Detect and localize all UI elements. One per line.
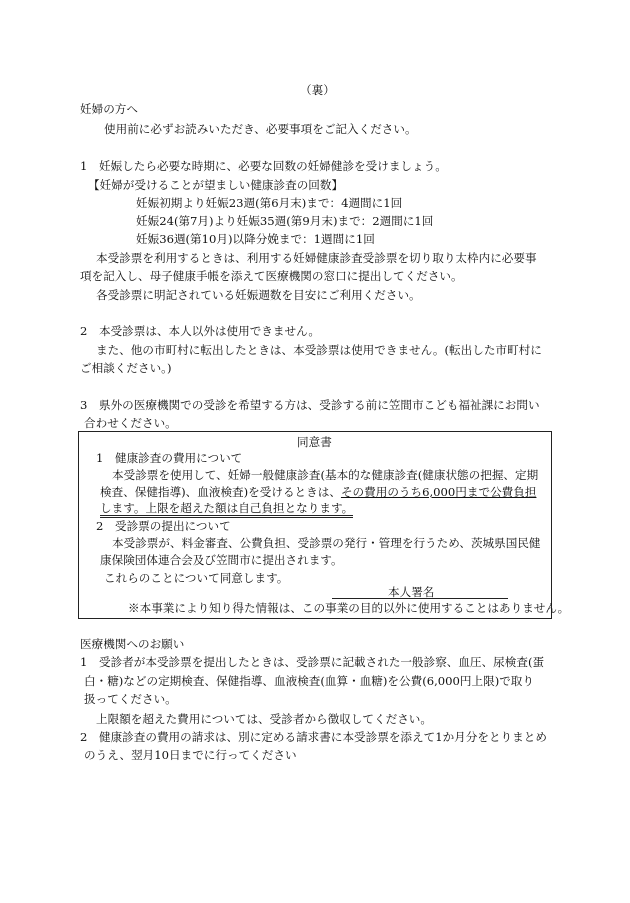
consent-item1-text-plain: 検査、保健指導)、血液検査)を受けるときは、: [100, 485, 341, 499]
medical-item2: 2 健康診査の費用の請求は、別に定める請求書に本受診票を添えて1か月分をとりまとめ: [80, 730, 547, 744]
consent-item1-emphasis: その費用のうち6,000円まで公費負担: [340, 485, 537, 499]
medical-item1: 白・糖)などの定期検査、保健指導、血液検査(血算・血糖)を公費(6,000円上限)で取り: [84, 674, 534, 688]
section1-box-title: 【妊婦が受けることが望ましい健康診査の回数】: [88, 178, 344, 192]
consent-agree: これらのことについて同意します。: [104, 571, 289, 585]
intro-note: 使用前に必ずお読みいただき、必要事項をご記入ください。: [104, 122, 417, 136]
consent-item1-heading: 1 健康診査の費用について: [96, 451, 243, 465]
consent-item1-text: 本受診票を使用して、妊婦一般健康診査(基本的な健康診査(健康状態の把握、定期: [112, 468, 539, 482]
greeting: 妊婦の方へ: [80, 102, 138, 116]
schedule-item: 妊娠24(第7月)より妊娠35週(第9月末)まで：2週間に1回: [136, 214, 434, 228]
signature-label: 本人署名: [388, 585, 435, 599]
medical-item1: 扱ってください。: [84, 692, 177, 706]
schedule-item: 妊娠初期より妊娠23週(第6月末)まで：4週間に1回: [136, 196, 403, 210]
section3-paragraph: 合わせください。: [84, 416, 177, 430]
medical-item1: 1 受診者が本受診票を提出したときは、受診票に記載された一般診察、血圧、尿検査(蛋: [80, 655, 545, 669]
consent-item2-text: 康保険団体連合会及び笠間市に提出されます。: [100, 553, 343, 567]
consent-item1-text: [100, 484, 536, 500]
section1-heading: 1 妊娠したら必要な時期に、必要な回数の妊婦健診を受けましょう。: [80, 159, 447, 173]
medical-item1: 上限額を超えた費用については、受診者から徴収してください。: [96, 712, 432, 726]
section2-paragraph: ご相談ください。): [80, 361, 172, 375]
section1-paragraph: 本受診票を利用するときは、利用する妊婦健康診査受診票を切り取り太枠内に必要事: [96, 251, 537, 265]
signature-line: [332, 598, 508, 599]
section1-paragraph: 項を記入し、母子健康手帳を添えて医療機関の窓口に提出してください。: [80, 269, 463, 283]
section3-heading: 3 県外の医療機関での受診を希望する方は、受診する前に笠間市こども福祉課にお問い: [80, 398, 540, 412]
consent-item2-text: 本受診票が、料金審査、公費負担、受診票の発行・管理を行うため、茨城県国民健: [112, 536, 541, 550]
medical-heading: 医療機関へのお願い: [80, 637, 185, 651]
schedule-item: 妊娠36週(第10月)以降分娩まで：1週間に1回: [136, 232, 375, 246]
consent-item2-heading: 2 受診票の提出について: [96, 519, 231, 533]
section1-paragraph: 各受診票に明記されている妊娠週数を目安にご利用ください。: [96, 288, 421, 302]
consent-title: 同意書: [297, 435, 332, 449]
page-side-label: （裏）: [300, 83, 335, 97]
medical-item2: のうえ、翌月10日までに行ってください: [84, 748, 297, 762]
privacy-note: ※本事業により知り得た情報は、この事業の目的以外に使用することはありません。: [128, 601, 570, 615]
consent-item1-emphasis-text: します。上限を超えた額は自己負担となります。: [100, 501, 353, 518]
section2-heading: 2 本受診票は、本人以外は使用できません。: [80, 324, 320, 338]
section2-paragraph: また、他の市町村に転出したときは、本受診票は使用できません。(転出した市町村に: [96, 343, 542, 357]
consent-item1-emphasis: [100, 500, 353, 516]
